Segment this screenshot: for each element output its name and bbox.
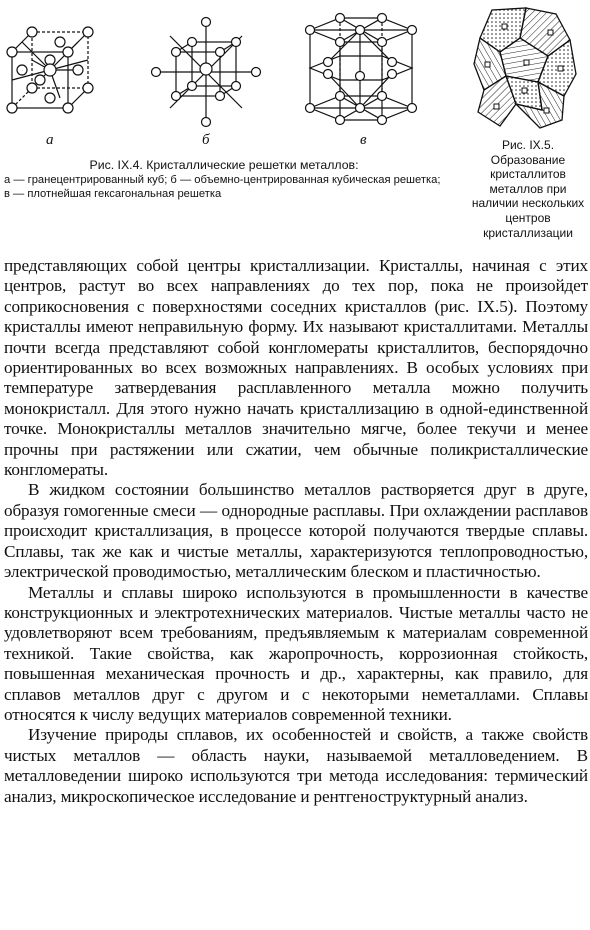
paragraph-4: Изучение природы сплавов, их особенностей и свойств, а также свойств чистых металлов — область науки, называемой металловедением. В металловедении широко используются три метода исследования: термический анализ, микроскопическое исследование и рентгеноструктурный анализ. [4, 725, 588, 806]
paragraph-3: Металлы и сплавы широко используются в промышленности в качестве конструкционных и электротехнических материалов. Чистые металлы часто не удовлетворяют всем требованиям, предъявляемым к материалам современной техникой. Такие свойства, как жаропрочность, коррозионная стойкость, повышенная механическая прочность и др., характерны, как правило, для сплавов металлов друг с другом и с некоторыми неметаллами. Сплавы относятся к числу ведущих материалов современной техники. [4, 582, 588, 724]
figure-ix4-caption [4, 158, 444, 201]
figures-area [0, 0, 590, 255]
crystallites-diagram [470, 4, 578, 132]
figure-ix5-caption: Рис. IX.5. Образование кристаллитов металлов при наличии нескольких центров кристаллизации [471, 138, 585, 240]
fig-b-letter: б [202, 132, 210, 148]
paragraph-1: представляющих собой центры кристаллизации. Кристаллы, начиная с этих центров, растут во всех направлениях до тех пор, пока не произойдет соприкосновения с поверхностями соседних кристаллов (рис. IX.5). Поэтому кристаллы имеют неправильную форму. Их называют кристаллитами. Металлы почти всегда представляют собой конгломераты кристаллитов, беспорядочно ориентированных во всех возможных направлениях. В особых условиях при температуре затвердевания расплавленного металла можно получить монокристалл. Для этого нужно начать кристаллизацию в одной-единственной точке. Монокристаллы металлов значительно мягче, более текучи и менее прочны при растяжении или сжатии, чем обычные поликристаллические конгломераты. [4, 256, 588, 480]
body-text [4, 256, 588, 807]
hcp-lattice-diagram [300, 10, 420, 128]
fig-c-letter: в [360, 132, 367, 148]
figure-ix4-caption-body: а — гранецентрированный куб; б — объемно-центрированная кубическая решетка; в — плотнейшая гексагональная решетка [4, 174, 441, 200]
fcc-lattice-diagram [2, 14, 102, 124]
figure-ix4-caption-title: Рис. IX.4. Кристаллические решетки металлов: [89, 158, 359, 172]
paragraph-2: В жидком состоянии большинство металлов растворяется друг в друге, образуя гомогенные смеси — однородные расплавы. При охлаждении расплавов происходит кристаллизация, в процессе которой получаются твердые сплавы. Сплавы, так же как и чистые металлы, характеризуются теплопроводностью, электрической проводимостью, металлическим блеском и пластичностью. [4, 480, 588, 582]
fig-a-letter: а [46, 132, 54, 148]
bcc-lattice-diagram [150, 16, 262, 128]
